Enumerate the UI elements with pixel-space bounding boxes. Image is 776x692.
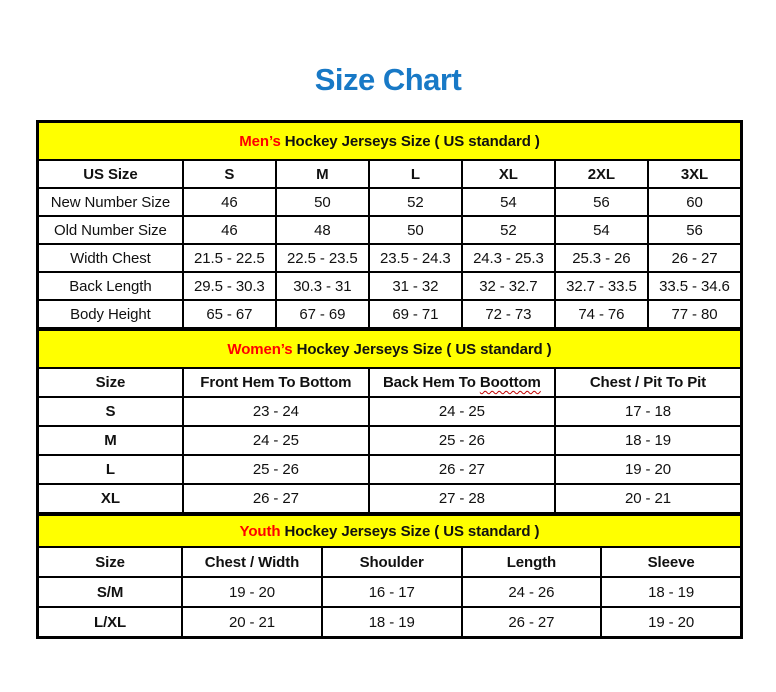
womens-row-s — [38, 397, 741, 426]
value-cell: 69 - 71 — [369, 300, 462, 328]
value-cell: 26 - 27 — [462, 607, 602, 637]
youth-banner: Youth Hockey Jerseys Size ( US standard ) — [38, 515, 741, 547]
mens-banner-row — [38, 122, 741, 160]
value-cell: 18 - 19 — [322, 607, 462, 637]
value-cell: 26 - 27 — [369, 455, 555, 484]
col-header-chest-pit-to-pit: Chest / Pit To Pit — [555, 368, 741, 397]
col-header-shoulder: Shoulder — [322, 547, 462, 577]
col-header-size: Size — [38, 368, 183, 397]
col-header-front-hem-to-bottom: Front Hem To Bottom — [183, 368, 369, 397]
banner-highlight: Women’s — [227, 340, 293, 358]
mens-row-old-number-size — [38, 216, 741, 244]
womens-banner: Women’s Hockey Jerseys Size ( US standard ) — [38, 330, 741, 368]
youth-header-row — [38, 547, 741, 577]
banner-highlight: Youth — [239, 522, 281, 540]
mens-size-table — [37, 121, 742, 329]
value-cell: 24 - 26 — [462, 577, 602, 607]
value-cell: 20 - 21 — [182, 607, 322, 637]
page-title: Size Chart — [314, 62, 462, 97]
mens-row-new-number-size — [38, 188, 741, 216]
value-cell: 74 - 76 — [555, 300, 648, 328]
col-header-back-hem-to-boottom: Back Hem To Boottom — [369, 368, 555, 397]
value-cell: 32 - 32.7 — [462, 272, 555, 300]
value-cell: 19 - 20 — [555, 455, 741, 484]
youth-banner-row — [38, 515, 741, 547]
value-cell: 50 — [276, 188, 369, 216]
col-header-chest-width: Chest / Width — [182, 547, 322, 577]
value-cell: 27 - 28 — [369, 484, 555, 513]
row-label: L — [38, 455, 183, 484]
value-cell: 72 - 73 — [462, 300, 555, 328]
value-cell: 22.5 - 23.5 — [276, 244, 369, 272]
value-cell: 25.3 - 26 — [555, 244, 648, 272]
row-label: L/XL — [38, 607, 182, 637]
row-label: M — [38, 426, 183, 455]
value-cell: 56 — [555, 188, 648, 216]
value-cell: 32.7 - 33.5 — [555, 272, 648, 300]
col-header-s: S — [183, 160, 276, 188]
size-chart — [36, 120, 743, 639]
row-label: S — [38, 397, 183, 426]
womens-header-row — [38, 368, 741, 397]
value-cell: 48 — [276, 216, 369, 244]
row-label: Width Chest — [38, 244, 183, 272]
col-header-sleeve: Sleeve — [601, 547, 741, 577]
value-cell: 67 - 69 — [276, 300, 369, 328]
banner-highlight: Men’s — [239, 132, 281, 150]
value-cell: 18 - 19 — [601, 577, 741, 607]
value-cell: 20 - 21 — [555, 484, 741, 513]
col-header-us-size: US Size — [38, 160, 183, 188]
value-cell: 19 - 20 — [182, 577, 322, 607]
value-cell: 33.5 - 34.6 — [648, 272, 741, 300]
col-header-m: M — [276, 160, 369, 188]
value-cell: 16 - 17 — [322, 577, 462, 607]
mens-banner: Men’s Hockey Jerseys Size ( US standard ) — [38, 122, 741, 160]
mens-row-width-chest — [38, 244, 741, 272]
value-cell: 65 - 67 — [183, 300, 276, 328]
value-cell: 46 — [183, 188, 276, 216]
mens-row-back-length — [38, 272, 741, 300]
col-header-xl: XL — [462, 160, 555, 188]
value-cell: 18 - 19 — [555, 426, 741, 455]
womens-banner-row — [38, 330, 741, 368]
value-cell: 25 - 26 — [183, 455, 369, 484]
womens-row-l — [38, 455, 741, 484]
value-cell: 77 - 80 — [648, 300, 741, 328]
womens-size-table — [37, 329, 742, 514]
row-label: Body Height — [38, 300, 183, 328]
value-cell: 30.3 - 31 — [276, 272, 369, 300]
row-label: Back Length — [38, 272, 183, 300]
value-cell: 26 - 27 — [183, 484, 369, 513]
value-cell: 52 — [369, 188, 462, 216]
womens-row-m — [38, 426, 741, 455]
row-label: XL — [38, 484, 183, 513]
value-cell: 50 — [369, 216, 462, 244]
value-cell: 17 - 18 — [555, 397, 741, 426]
value-cell: 46 — [183, 216, 276, 244]
value-cell: 31 - 32 — [369, 272, 462, 300]
row-label: Old Number Size — [38, 216, 183, 244]
misspelled-word: Boottom — [479, 374, 541, 391]
value-cell: 29.5 - 30.3 — [183, 272, 276, 300]
mens-header-row — [38, 160, 741, 188]
value-cell: 56 — [648, 216, 741, 244]
value-cell: 23.5 - 24.3 — [369, 244, 462, 272]
value-cell: 52 — [462, 216, 555, 244]
youth-row-s-m — [38, 577, 741, 607]
col-header-3xl: 3XL — [648, 160, 741, 188]
value-cell: 54 — [555, 216, 648, 244]
row-label: New Number Size — [38, 188, 183, 216]
value-cell: 54 — [462, 188, 555, 216]
value-cell: 23 - 24 — [183, 397, 369, 426]
youth-row-l-xl — [38, 607, 741, 637]
value-cell: 24 - 25 — [183, 426, 369, 455]
value-cell: 19 - 20 — [601, 607, 741, 637]
value-cell: 21.5 - 22.5 — [183, 244, 276, 272]
youth-size-table — [37, 514, 742, 638]
value-cell: 25 - 26 — [369, 426, 555, 455]
mens-row-body-height — [38, 300, 741, 328]
womens-row-xl — [38, 484, 741, 513]
value-cell: 60 — [648, 188, 741, 216]
col-header-2xl: 2XL — [555, 160, 648, 188]
col-header-l: L — [369, 160, 462, 188]
value-cell: 26 - 27 — [648, 244, 741, 272]
col-header-length: Length — [462, 547, 602, 577]
value-cell: 24.3 - 25.3 — [462, 244, 555, 272]
row-label: S/M — [38, 577, 182, 607]
col-header-size: Size — [38, 547, 182, 577]
value-cell: 24 - 25 — [369, 397, 555, 426]
